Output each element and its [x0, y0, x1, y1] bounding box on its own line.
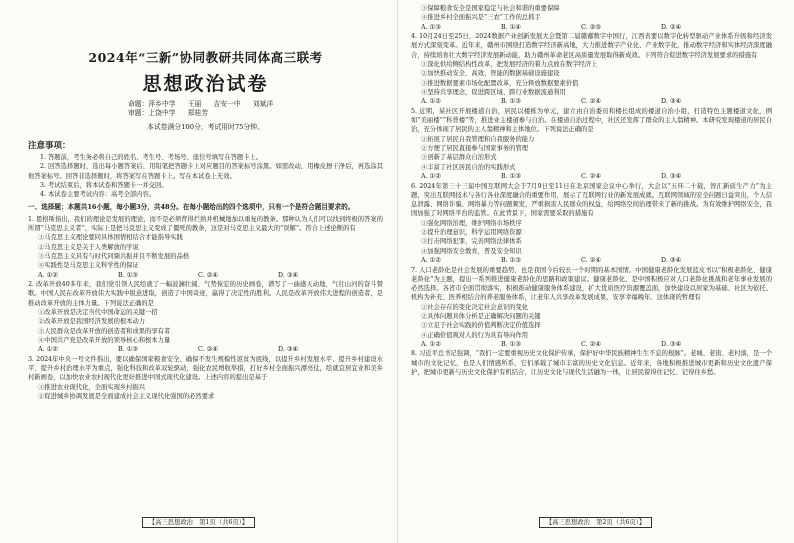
choice: A. ①② [421, 340, 441, 348]
question-1-option: ④实践性是马克思主义科学性的保证 [38, 262, 139, 270]
question-7-option: ①社会存在的变化决定社会意识的变化 [421, 303, 529, 311]
footer-label: 【高三思想政治 第1页（共6页）】 [142, 517, 255, 528]
choice: A. ①② [421, 98, 441, 106]
choice: B. ①③ [501, 340, 521, 348]
choice: B. ①③ [501, 172, 521, 180]
question-3-option: ②促进城乡协调发展是全面建成社会主义现代化强国的必然要求 [38, 393, 215, 401]
choice: A. ①② [421, 172, 441, 180]
choice: B. ①④ [501, 23, 521, 31]
question-6-option: ③打击网络犯罪，完善网络法律体系 [421, 238, 522, 246]
choice: D. ③④ [661, 256, 682, 264]
question-4-choices [411, 97, 772, 107]
question-5-option: ④丰富了社区居民自治的实践形式 [421, 163, 516, 171]
exam-title-line2: 思想政治试卷 [142, 73, 269, 95]
note-item: 2. 回答选择题时，选出每小题答案后，用铅笔把答题卡上对应题目的答案标号涂黑。如需改动，用橡皮擦干净后，再选涂其他答案标号。回答非选择题时，将答案写在答题卡上。写在本试卷上无效。 [28, 163, 383, 180]
question-1-option: ③马克思主义具有与时代同频共振并且不断发展的品格 [38, 252, 190, 260]
question-1-option: ①马克思主义理论要同具体国情相结合才能指导实践 [38, 234, 183, 242]
choice: D. ②④ [661, 23, 682, 31]
question-5-stem: 5. 近期，某社区开展楼道自治，居民以楼栋为单元，建立由自治委员和楼长组成的楼道自治小组，打造特色主题楼道文化，例如“美丽楼”“科普楼”等，推进业主楼道参与自治。在楼道自治过程中，社区还发挥了群众的主人翁精神。本研究发现楼道的居民自治，充分体现了居民的主人翁精神和主体地位。下列说法正确的是 [411, 107, 772, 134]
notes-title: 注意事项： [28, 141, 71, 151]
question-3-option: ③保障粮食安全是国家稳定与社会和谐的重要保障 [421, 5, 560, 12]
credit-item: 郑桂芳 [187, 109, 209, 117]
choice: A. ①③ [421, 23, 441, 31]
question-8-stem: 8. 习近平总书记强调，“我们一定要重视历史文化保护传承，保护好中华民族精神生生不息的根脉”。老城、老街、老村落，是一个城市的文化记忆，也是人们情感所系，它们承载了城市丰富的历史文化信息。近年来，各地积极推进城市更新和历史文化遗产保护，把城市更新与历史文化保护有机结合，让历史文化与现代生活融为一体，让居民留得住记忆、记得住乡愁。 [411, 350, 772, 377]
choice: C. ②④ [581, 98, 601, 106]
credit-item: 吉安一中 [213, 100, 241, 108]
question-2-option: ①改革开放是决定当代中国命运的关键一招 [38, 309, 158, 317]
question-3-option: ④推进乡村全面振兴是“三农”工作的总抓手 [421, 14, 541, 22]
question-7-stem: 7. 人口老龄化是社会发展的重要趋势，也是我国今后较长一个时期的基本国情。中国健康老龄化发展蓝皮书以“积极老龄化、健康老龄化”为主题，提出一系列推进健康老龄化的思路和政策建议。健康老龄化，是中国积极应对人口老龄化挑战和老年事业发展的必然选择。各省市全面贯彻落实，积极推动健康服务体系建设，扩大优质医疗资源覆盖面，加快建设以居家为基础、社区为依托、机构为补充、医养相结合的养老服务体系，让老年人共享改革发展成果、安享幸福晚年。这体现的哲理有 [411, 266, 772, 302]
footer-label: 【高三思想政治 第2页（共6页）】 [539, 517, 652, 528]
choice: B. ①③ [501, 256, 521, 264]
choice: C. ②④ [198, 271, 218, 279]
question-3-choices [411, 23, 772, 33]
question-2-choices [28, 345, 383, 355]
credit-row-reviewers [128, 109, 383, 118]
question-4-option: ③推进数据要素市场化配置改革，充分释放数据要素价值 [421, 79, 579, 87]
question-7-option: ②具体问题具体分析是正确解决问题的关键 [421, 312, 541, 320]
question-7-option: ④正确价值观对人的行为具有导向作用 [421, 331, 529, 339]
choice: C. ②④ [581, 256, 601, 264]
credit-item: 审题：上饶中学 [128, 109, 176, 117]
choice: D. ③④ [278, 271, 299, 279]
question-2-option: ②改革开放是我国经济发展的根本动力 [38, 318, 146, 326]
note-item: 4. 本试卷主要考试内容：高考全部内容。 [40, 191, 156, 199]
note-item: 3. 考试结束后，将本试卷和答题卡一并交回。 [40, 181, 168, 189]
credit-row-authors [128, 100, 383, 109]
choice: D. ③④ [278, 346, 299, 354]
question-7-choices [411, 340, 772, 350]
question-1-option: ②马克思主义是关于人类解放的学说 [38, 243, 139, 251]
question-1-stem: 1. 恩格斯指出，我们的理论是发展的理论，而不是必须背得烂熟并机械地加以重复的教条。那种认为人们可以找到终极的答案的所谓“马克思主义者”，实际上是把马克思主义变成了僵死的教条，这是对马克思主义最大的“误解”。符合上述论断的有 [28, 215, 383, 233]
question-4-option: ②加快推动安全、高效、智能的数据基础设施建设 [421, 70, 560, 78]
question-5-choices [411, 172, 772, 182]
choice: D. ③④ [661, 340, 682, 348]
question-5-option: ②方便了居民直接参与国家事务的管理 [421, 145, 529, 153]
question-3-stem: 3. 2024年中央一号文件指出，要以确保国家粮食安全、确保不发生规模性返贫为底线，以提升乡村发展水平、提升乡村建设水平、提升乡村治理水平为重点，强化科技和改革双轮驱动，强化农民增收举措，打好乡村全面振兴漂亮仗，绘就宜居宜业和美乡村新画卷，以加快农业农村现代化更好推进中国式现代化建设。上述内容的提出是基于 [28, 355, 383, 382]
section-heading: 一、选择题：本题共16小题，每小题3分，共48分。在每小题给出的四个选项中，只有一个是符合题目要求的。 [28, 203, 355, 212]
question-7-option: ③立足于社会实践的价值判断决定价值选择 [421, 322, 541, 330]
question-3-option: ①推进农业现代化，全面实现乡村振兴 [38, 383, 146, 391]
question-6-choices [411, 256, 772, 266]
choice: A. ①② [38, 271, 58, 279]
page-right [397, 0, 794, 543]
question-4-option: ①深化供给侧结构性改革，把发展经济的着力点放在数字经济上 [421, 61, 598, 69]
question-5-option: ③创新了基层群众自治形式 [421, 154, 497, 162]
credit-item: 命题：萍乡中学 [128, 100, 176, 108]
question-6-option: ①强化网络治理，维护网络市场秩序 [421, 219, 522, 227]
question-6-option: ②提升治理意识，科学运用网络资源 [421, 229, 522, 237]
note-item: 1. 答题前，考生务必将自己的姓名、考生号、考场号、座位号填写在答题卡上。 [40, 154, 263, 161]
exam-title-line1: 2024年“三新”协同教研共同体高三联考 [88, 50, 323, 65]
choice: A. ①② [38, 346, 58, 354]
choice: C. ②③ [581, 23, 601, 31]
choice: D. ③④ [661, 172, 682, 180]
credits [28, 100, 383, 118]
exam-info: 本试卷满分100分，考试用时75分钟。 [147, 123, 264, 131]
question-4-stem: 4. 10月24日至25日，2024数据产业创新发展大会暨第二届赣鄱数字中国行，江西省要以数字化转型驱动产业体系升级和经济发展方式深刻变革。近年来，赣州市围绕打造数字经济新高地，大力推进数字产业化、产业数字化，推动数字经济和实体经济深度融合，持续培育壮大数字经济发展新动能，助力赣州革命老区高质量发展取得新成效。下列符合促进数字经济发展要求的措施有 [411, 33, 772, 59]
question-5-option: ①拓展了居民自我管理和自我服务的能力 [421, 135, 535, 143]
question-2-option: ③人民群众是改革开放的创造者和成果的享有者 [38, 327, 171, 335]
question-1-choices [28, 271, 383, 281]
choice: D. ③④ [661, 98, 682, 106]
page-footer-left [0, 517, 397, 526]
question-6-option: ④加强网络安全教育，普及安全知识 [421, 247, 522, 255]
question-2-option: ④中国共产党是改革开放的领导核心和根本力量 [38, 336, 171, 344]
choice: C. ②④ [581, 340, 601, 348]
question-6-stem: 6. 2024年第三十三届中国互联网大会于7月9日至11日在北京国家会议中心举行，大会以“五环二十载，智汇新质生产力”为主题，突出互联网技术与各行各业深度融合的重要作用，展示了互联网行业的新发展成就。互联网领域的安全问题日益突出，个人信息泄露、网络诈骗、网络暴力等问题频发，严重损害人民群众的权益，给网络空间治理带来了新的挑战。为有效维护网络安全，我国加强了对网络平台的监管。在此背景下，国家需要采取的措施有 [411, 182, 772, 218]
page-footer-right [397, 517, 794, 526]
choice: C. ②④ [581, 172, 601, 180]
choice: A. ①② [421, 256, 441, 264]
choice: B. ①③ [501, 98, 521, 106]
question-4-option: ④坚持共享理念，促进跨区域、跨行业数据流通利用 [421, 88, 566, 96]
choice: B. ①③ [118, 346, 138, 354]
credit-item: 王丽 [187, 100, 202, 108]
credit-item: 刘斌洋 [252, 100, 274, 108]
choice: B. ①③ [118, 271, 138, 279]
question-2-stem: 2. 改革开放40多年来，我们党引领人民绘就了一幅波澜壮阔、气势恢宏的历史画卷，谱写了一曲感天动地、气壮山河的奋斗赞歌。中国人民在改革开放伟大实践中锐意进取，创造了中国奇迹，赢得了决定性的胜利。人民是改革开放伟大进程的创造者，是推动改革开放的主体力量。下列说法正确的是 [28, 281, 383, 307]
choice: C. ②④ [198, 346, 218, 354]
